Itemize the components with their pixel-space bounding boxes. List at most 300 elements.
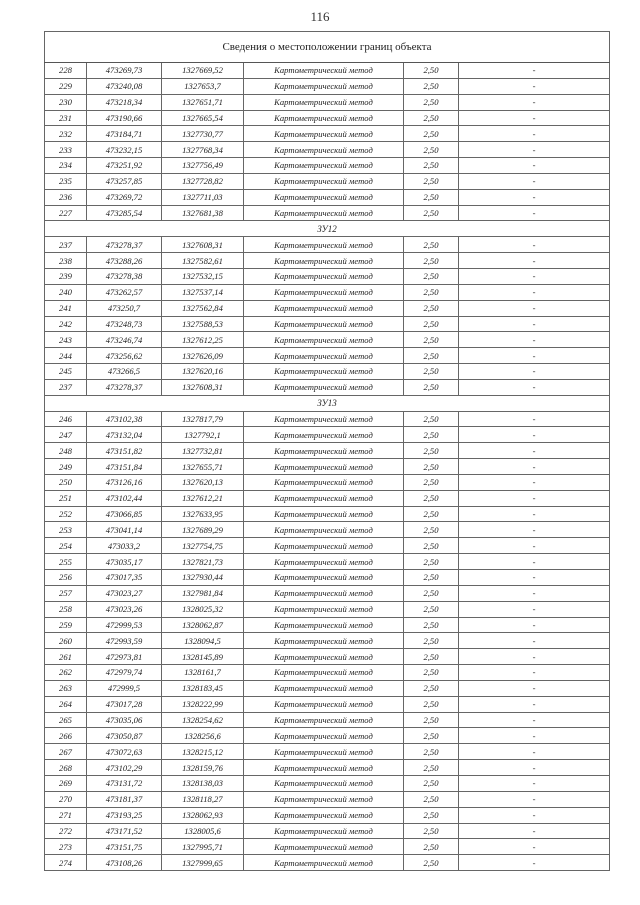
y-coordinate-cell: 1327689,29 [162, 522, 244, 538]
x-coordinate-cell: 473023,27 [87, 585, 162, 601]
precision-cell: 2,50 [404, 775, 459, 791]
description-cell: - [459, 601, 610, 617]
method-cell: Картометрический метод [244, 459, 404, 475]
description-cell: - [459, 411, 610, 427]
table-row [45, 601, 610, 617]
section-label: ЗУ13 [45, 395, 610, 411]
description-cell: - [459, 78, 610, 94]
point-number-cell: 260 [45, 633, 87, 649]
point-number-cell: 248 [45, 443, 87, 459]
x-coordinate-cell: 473184,71 [87, 126, 162, 142]
point-number-cell: 252 [45, 506, 87, 522]
description-cell: - [459, 585, 610, 601]
x-coordinate-cell: 473066,85 [87, 506, 162, 522]
precision-cell: 2,50 [404, 427, 459, 443]
x-coordinate-cell: 473151,84 [87, 459, 162, 475]
precision-cell: 2,50 [404, 760, 459, 776]
method-cell: Картометрический метод [244, 823, 404, 839]
method-cell: Картометрический метод [244, 744, 404, 760]
table-row [45, 78, 610, 94]
y-coordinate-cell: 1328025,32 [162, 601, 244, 617]
point-number-cell: 241 [45, 300, 87, 316]
x-coordinate-cell: 473072,63 [87, 744, 162, 760]
precision-cell: 2,50 [404, 189, 459, 205]
description-cell: - [459, 554, 610, 570]
x-coordinate-cell: 473108,26 [87, 855, 162, 871]
point-number-cell: 228 [45, 63, 87, 79]
y-coordinate-cell: 1327792,1 [162, 427, 244, 443]
x-coordinate-cell: 472973,81 [87, 649, 162, 665]
y-coordinate-cell: 1327620,16 [162, 364, 244, 380]
y-coordinate-cell: 1327653,7 [162, 78, 244, 94]
y-coordinate-cell: 1327588,53 [162, 316, 244, 332]
table-row [45, 110, 610, 126]
y-coordinate-cell: 1327612,25 [162, 332, 244, 348]
method-cell: Картометрический метод [244, 712, 404, 728]
x-coordinate-cell: 473248,73 [87, 316, 162, 332]
point-number-cell: 240 [45, 284, 87, 300]
x-coordinate-cell: 473269,72 [87, 189, 162, 205]
point-number-cell: 266 [45, 728, 87, 744]
section-header-row [45, 221, 610, 237]
point-number-cell: 273 [45, 839, 87, 855]
y-coordinate-cell: 1327620,13 [162, 474, 244, 490]
x-coordinate-cell: 473041,14 [87, 522, 162, 538]
table-row [45, 617, 610, 633]
precision-cell: 2,50 [404, 855, 459, 871]
x-coordinate-cell: 473102,38 [87, 411, 162, 427]
table-row [45, 728, 610, 744]
description-cell: - [459, 158, 610, 174]
description-cell: - [459, 126, 610, 142]
description-cell: - [459, 443, 610, 459]
point-number-cell: 264 [45, 696, 87, 712]
table-row [45, 364, 610, 380]
point-number-cell: 236 [45, 189, 87, 205]
method-cell: Картометрический метод [244, 332, 404, 348]
y-coordinate-cell: 1327756,49 [162, 158, 244, 174]
point-number-cell: 249 [45, 459, 87, 475]
description-cell: - [459, 839, 610, 855]
point-number-cell: 237 [45, 237, 87, 253]
x-coordinate-cell: 473126,16 [87, 474, 162, 490]
method-cell: Картометрический метод [244, 284, 404, 300]
y-coordinate-cell: 1328138,03 [162, 775, 244, 791]
description-cell: - [459, 744, 610, 760]
precision-cell: 2,50 [404, 158, 459, 174]
table-row [45, 712, 610, 728]
table-row [45, 459, 610, 475]
precision-cell: 2,50 [404, 126, 459, 142]
description-cell: - [459, 110, 610, 126]
y-coordinate-cell: 1328222,99 [162, 696, 244, 712]
point-number-cell: 271 [45, 807, 87, 823]
point-number-cell: 254 [45, 538, 87, 554]
x-coordinate-cell: 473033,2 [87, 538, 162, 554]
precision-cell: 2,50 [404, 300, 459, 316]
x-coordinate-cell: 473151,75 [87, 839, 162, 855]
y-coordinate-cell: 1327608,31 [162, 237, 244, 253]
precision-cell: 2,50 [404, 744, 459, 760]
precision-cell: 2,50 [404, 443, 459, 459]
description-cell: - [459, 633, 610, 649]
method-cell: Картометрический метод [244, 173, 404, 189]
description-cell: - [459, 316, 610, 332]
method-cell: Картометрический метод [244, 807, 404, 823]
method-cell: Картометрический метод [244, 538, 404, 554]
table-row [45, 506, 610, 522]
table-row [45, 237, 610, 253]
table-row [45, 855, 610, 871]
x-coordinate-cell: 472993,59 [87, 633, 162, 649]
description-cell: - [459, 379, 610, 395]
description-cell: - [459, 284, 610, 300]
y-coordinate-cell: 1327995,71 [162, 839, 244, 855]
y-coordinate-cell: 1327582,61 [162, 253, 244, 269]
method-cell: Картометрический метод [244, 427, 404, 443]
x-coordinate-cell: 473050,87 [87, 728, 162, 744]
y-coordinate-cell: 1328161,7 [162, 665, 244, 681]
x-coordinate-cell: 473023,26 [87, 601, 162, 617]
y-coordinate-cell: 1328062,87 [162, 617, 244, 633]
precision-cell: 2,50 [404, 173, 459, 189]
y-coordinate-cell: 1327608,31 [162, 379, 244, 395]
table-row [45, 680, 610, 696]
method-cell: Картометрический метод [244, 649, 404, 665]
precision-cell: 2,50 [404, 506, 459, 522]
table-row [45, 411, 610, 427]
y-coordinate-cell: 1327655,71 [162, 459, 244, 475]
x-coordinate-cell: 473102,44 [87, 490, 162, 506]
x-coordinate-cell: 473288,26 [87, 253, 162, 269]
y-coordinate-cell: 1327651,71 [162, 94, 244, 110]
description-cell: - [459, 538, 610, 554]
method-cell: Картометрический метод [244, 189, 404, 205]
point-number-cell: 253 [45, 522, 87, 538]
x-coordinate-cell: 473193,25 [87, 807, 162, 823]
table-row [45, 332, 610, 348]
x-coordinate-cell: 473181,37 [87, 791, 162, 807]
method-cell: Картометрический метод [244, 839, 404, 855]
x-coordinate-cell: 473256,62 [87, 348, 162, 364]
table-row [45, 744, 610, 760]
point-number-cell: 242 [45, 316, 87, 332]
x-coordinate-cell: 473218,34 [87, 94, 162, 110]
table-row [45, 791, 610, 807]
x-coordinate-cell: 473278,37 [87, 379, 162, 395]
x-coordinate-cell: 473017,35 [87, 570, 162, 586]
method-cell: Картометрический метод [244, 364, 404, 380]
precision-cell: 2,50 [404, 839, 459, 855]
point-number-cell: 243 [45, 332, 87, 348]
point-number-cell: 263 [45, 680, 87, 696]
precision-cell: 2,50 [404, 78, 459, 94]
table-row [45, 823, 610, 839]
precision-cell: 2,50 [404, 649, 459, 665]
description-cell: - [459, 807, 610, 823]
y-coordinate-cell: 1328183,45 [162, 680, 244, 696]
description-cell: - [459, 506, 610, 522]
point-number-cell: 237 [45, 379, 87, 395]
page-number: 116 [310, 9, 330, 24]
precision-cell: 2,50 [404, 379, 459, 395]
point-number-cell: 255 [45, 554, 87, 570]
description-cell: - [459, 94, 610, 110]
description-cell: - [459, 696, 610, 712]
y-coordinate-cell: 1328256,6 [162, 728, 244, 744]
table-row [45, 316, 610, 332]
description-cell: - [459, 189, 610, 205]
description-cell: - [459, 665, 610, 681]
y-coordinate-cell: 1327562,84 [162, 300, 244, 316]
point-number-cell: 227 [45, 205, 87, 221]
y-coordinate-cell: 1327768,34 [162, 142, 244, 158]
precision-cell: 2,50 [404, 332, 459, 348]
precision-cell: 2,50 [404, 712, 459, 728]
precision-cell: 2,50 [404, 728, 459, 744]
y-coordinate-cell: 1327999,65 [162, 855, 244, 871]
point-number-cell: 251 [45, 490, 87, 506]
y-coordinate-cell: 1327730,77 [162, 126, 244, 142]
point-number-cell: 250 [45, 474, 87, 490]
x-coordinate-cell: 473171,52 [87, 823, 162, 839]
precision-cell: 2,50 [404, 554, 459, 570]
point-number-cell: 259 [45, 617, 87, 633]
precision-cell: 2,50 [404, 680, 459, 696]
description-cell: - [459, 364, 610, 380]
method-cell: Картометрический метод [244, 665, 404, 681]
y-coordinate-cell: 1327633,95 [162, 506, 244, 522]
table-row [45, 839, 610, 855]
y-coordinate-cell: 1328215,12 [162, 744, 244, 760]
table-row [45, 94, 610, 110]
y-coordinate-cell: 1327612,21 [162, 490, 244, 506]
table-row [45, 253, 610, 269]
precision-cell: 2,50 [404, 538, 459, 554]
description-cell: - [459, 300, 610, 316]
point-number-cell: 235 [45, 173, 87, 189]
x-coordinate-cell: 473257,85 [87, 173, 162, 189]
x-coordinate-cell: 473250,7 [87, 300, 162, 316]
method-cell: Картометрический метод [244, 696, 404, 712]
method-cell: Картометрический метод [244, 775, 404, 791]
point-number-cell: 256 [45, 570, 87, 586]
y-coordinate-cell: 1328005,6 [162, 823, 244, 839]
method-cell: Картометрический метод [244, 300, 404, 316]
y-coordinate-cell: 1327669,52 [162, 63, 244, 79]
y-coordinate-cell: 1328159,76 [162, 760, 244, 776]
precision-cell: 2,50 [404, 348, 459, 364]
table-row [45, 649, 610, 665]
description-cell: - [459, 205, 610, 221]
table-row [45, 284, 610, 300]
precision-cell: 2,50 [404, 364, 459, 380]
table-row [45, 348, 610, 364]
table-row [45, 760, 610, 776]
x-coordinate-cell: 472979,74 [87, 665, 162, 681]
method-cell: Картометрический метод [244, 379, 404, 395]
precision-cell: 2,50 [404, 205, 459, 221]
x-coordinate-cell: 473246,74 [87, 332, 162, 348]
table-row [45, 300, 610, 316]
method-cell: Картометрический метод [244, 633, 404, 649]
point-number-cell: 247 [45, 427, 87, 443]
point-number-cell: 272 [45, 823, 87, 839]
description-cell: - [459, 490, 610, 506]
precision-cell: 2,50 [404, 268, 459, 284]
point-number-cell: 258 [45, 601, 87, 617]
description-cell: - [459, 173, 610, 189]
description-cell: - [459, 474, 610, 490]
description-cell: - [459, 823, 610, 839]
description-cell: - [459, 253, 610, 269]
point-number-cell: 265 [45, 712, 87, 728]
table-row [45, 633, 610, 649]
table-row [45, 775, 610, 791]
y-coordinate-cell: 1327537,14 [162, 284, 244, 300]
description-cell: - [459, 63, 610, 79]
description-cell: - [459, 332, 610, 348]
y-coordinate-cell: 1328094,5 [162, 633, 244, 649]
method-cell: Картометрический метод [244, 617, 404, 633]
precision-cell: 2,50 [404, 585, 459, 601]
x-coordinate-cell: 473278,38 [87, 268, 162, 284]
point-number-cell: 239 [45, 268, 87, 284]
precision-cell: 2,50 [404, 601, 459, 617]
method-cell: Картометрический метод [244, 316, 404, 332]
description-cell: - [459, 649, 610, 665]
table-row [45, 538, 610, 554]
point-number-cell: 231 [45, 110, 87, 126]
y-coordinate-cell: 1328062,93 [162, 807, 244, 823]
description-cell: - [459, 459, 610, 475]
method-cell: Картометрический метод [244, 142, 404, 158]
description-cell: - [459, 775, 610, 791]
precision-cell: 2,50 [404, 633, 459, 649]
point-number-cell: 261 [45, 649, 87, 665]
y-coordinate-cell: 1327930,44 [162, 570, 244, 586]
table-row [45, 173, 610, 189]
y-coordinate-cell: 1327681,38 [162, 205, 244, 221]
point-number-cell: 244 [45, 348, 87, 364]
method-cell: Картометрический метод [244, 490, 404, 506]
precision-cell: 2,50 [404, 284, 459, 300]
description-cell: - [459, 570, 610, 586]
precision-cell: 2,50 [404, 411, 459, 427]
table-title: Сведения о местоположении границ объекта [45, 32, 610, 63]
point-number-cell: 229 [45, 78, 87, 94]
y-coordinate-cell: 1327821,73 [162, 554, 244, 570]
x-coordinate-cell: 473262,57 [87, 284, 162, 300]
method-cell: Картометрический метод [244, 585, 404, 601]
description-cell: - [459, 712, 610, 728]
precision-cell: 2,50 [404, 617, 459, 633]
point-number-cell: 232 [45, 126, 87, 142]
method-cell: Картометрический метод [244, 791, 404, 807]
precision-cell: 2,50 [404, 110, 459, 126]
precision-cell: 2,50 [404, 522, 459, 538]
method-cell: Картометрический метод [244, 554, 404, 570]
table-row [45, 443, 610, 459]
precision-cell: 2,50 [404, 63, 459, 79]
table-row [45, 490, 610, 506]
x-coordinate-cell: 473151,82 [87, 443, 162, 459]
description-cell: - [459, 427, 610, 443]
precision-cell: 2,50 [404, 490, 459, 506]
y-coordinate-cell: 1327665,54 [162, 110, 244, 126]
x-coordinate-cell: 473132,04 [87, 427, 162, 443]
method-cell: Картометрический метод [244, 601, 404, 617]
x-coordinate-cell: 473278,37 [87, 237, 162, 253]
method-cell: Картометрический метод [244, 205, 404, 221]
method-cell: Картометрический метод [244, 728, 404, 744]
precision-cell: 2,50 [404, 474, 459, 490]
point-number-cell: 245 [45, 364, 87, 380]
method-cell: Картометрический метод [244, 110, 404, 126]
x-coordinate-cell: 473240,08 [87, 78, 162, 94]
description-cell: - [459, 855, 610, 871]
x-coordinate-cell: 473131,72 [87, 775, 162, 791]
y-coordinate-cell: 1327532,15 [162, 268, 244, 284]
method-cell: Картометрический метод [244, 94, 404, 110]
table-title-row [45, 32, 610, 63]
method-cell: Картометрический метод [244, 158, 404, 174]
y-coordinate-cell: 1327711,03 [162, 189, 244, 205]
method-cell: Картометрический метод [244, 680, 404, 696]
description-cell: - [459, 522, 610, 538]
table-row [45, 379, 610, 395]
method-cell: Картометрический метод [244, 474, 404, 490]
x-coordinate-cell: 473285,54 [87, 205, 162, 221]
description-cell: - [459, 760, 610, 776]
x-coordinate-cell: 473251,92 [87, 158, 162, 174]
y-coordinate-cell: 1327732,81 [162, 443, 244, 459]
x-coordinate-cell: 473035,06 [87, 712, 162, 728]
section-label: ЗУ12 [45, 221, 610, 237]
table-row [45, 63, 610, 79]
precision-cell: 2,50 [404, 570, 459, 586]
method-cell: Картометрический метод [244, 506, 404, 522]
table-row [45, 696, 610, 712]
point-number-cell: 267 [45, 744, 87, 760]
description-cell: - [459, 268, 610, 284]
section-header-row [45, 395, 610, 411]
point-number-cell: 246 [45, 411, 87, 427]
precision-cell: 2,50 [404, 696, 459, 712]
precision-cell: 2,50 [404, 94, 459, 110]
method-cell: Картометрический метод [244, 253, 404, 269]
precision-cell: 2,50 [404, 807, 459, 823]
point-number-cell: 230 [45, 94, 87, 110]
table-row [45, 522, 610, 538]
table-row [45, 189, 610, 205]
boundary-table [44, 31, 610, 871]
method-cell: Картометрический метод [244, 126, 404, 142]
x-coordinate-cell: 472999,5 [87, 680, 162, 696]
y-coordinate-cell: 1328145,89 [162, 649, 244, 665]
method-cell: Картометрический метод [244, 760, 404, 776]
y-coordinate-cell: 1327981,84 [162, 585, 244, 601]
y-coordinate-cell: 1327728,82 [162, 173, 244, 189]
x-coordinate-cell: 473190,66 [87, 110, 162, 126]
precision-cell: 2,50 [404, 316, 459, 332]
point-number-cell: 268 [45, 760, 87, 776]
table-row [45, 554, 610, 570]
y-coordinate-cell: 1327754,75 [162, 538, 244, 554]
x-coordinate-cell: 473017,28 [87, 696, 162, 712]
description-cell: - [459, 680, 610, 696]
method-cell: Картометрический метод [244, 348, 404, 364]
